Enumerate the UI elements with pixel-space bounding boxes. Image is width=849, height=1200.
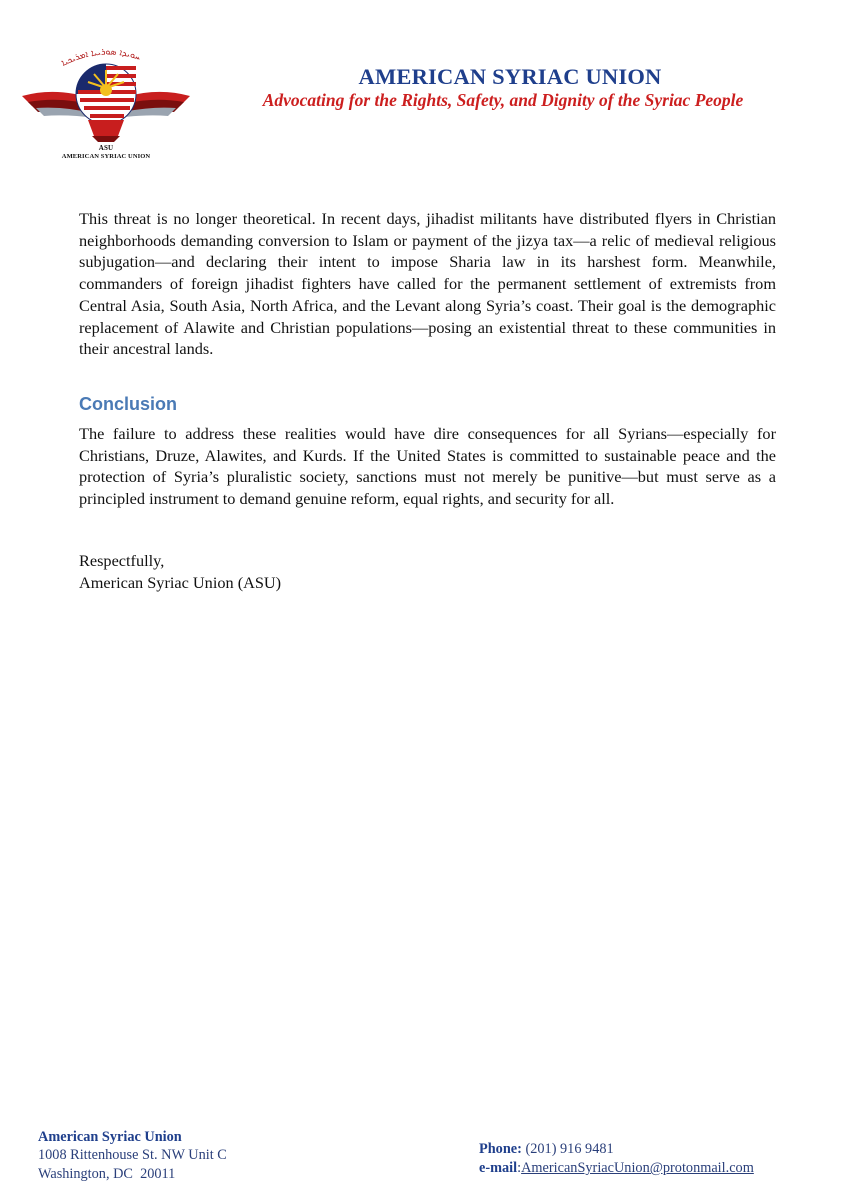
- organization-title: AMERICAN SYRIAC UNION: [358, 64, 662, 89]
- logo-org-name: AMERICAN SYRIAC UNION: [61, 153, 151, 160]
- footer-address-line2: Washington, DC 20011: [38, 1165, 176, 1182]
- signature: American Syriac Union (ASU): [79, 572, 282, 592]
- footer-contact: [479, 1140, 754, 1178]
- phone-label: Phone:: [479, 1141, 522, 1157]
- body-paragraph-conclusion: The failure to address these realities would have dire consequences for all Syrians—especially for Christians, Druze, Alawites, and Kurds. If the United States is committed to sustainable peace and the protection of Syria’s pluralistic society, sanctions must not merely be punitive—but must serve as a principled instrument to demand genuine reform, equal rights, and security for all.: [79, 424, 776, 509]
- organization-tagline: Advocating for the Rights, Safety, and Dignity of the Syriac People: [262, 90, 744, 110]
- closing-block: [79, 550, 281, 593]
- phone-number: (201) 916 9481: [525, 1141, 614, 1157]
- footer-address: [38, 1128, 227, 1183]
- asu-logo: [18, 44, 194, 164]
- footer-address-line1: 1008 Rittenhouse St. NW Unit C: [38, 1147, 227, 1164]
- body-paragraph-threat: This threat is no longer theoretical. In recent days, jihadist militants have distributed flyers in Christian neighborhoods demanding conversion to Islam or payment of the jizya tax—a relic of medieval religious subjugation—and declaring their intent to impose Sharia law in its harshest form. Meanwhile, commanders of foreign jihadist fighters have called for the permanent settlement of extremists from Central Asia, South Asia, North Africa, and the Levant along Syria’s coast. Their goal is the demographic replacement of Alawite and Christian populations—posing an existential threat to these communities in their ancestral lands.: [79, 209, 776, 359]
- footer-email: e-mail:AmericanSyriacUnion@protonmail.com: [479, 1160, 754, 1176]
- closing-salutation: Respectfully,: [79, 551, 165, 570]
- footer-org-name: American Syriac Union: [38, 1129, 182, 1145]
- svg-text:ܚܘܝܕܐ ܣܘܪܝܝܐ ܐܡܪܝܟܝܐ: ܚܘܝܕܐ ܣܘܪܝܝܐ ܐܡܪܝܟܝܐ: [59, 47, 142, 69]
- conclusion-heading: Conclusion: [79, 394, 177, 414]
- email-link[interactable]: AmericanSyriacUnion@protonmail.com: [521, 1160, 754, 1176]
- email-label: e-mail: [479, 1160, 518, 1176]
- logo-abbreviation: ASU: [98, 144, 114, 152]
- eagle-flag-emblem-icon: [18, 44, 194, 144]
- footer-phone: [479, 1140, 754, 1159]
